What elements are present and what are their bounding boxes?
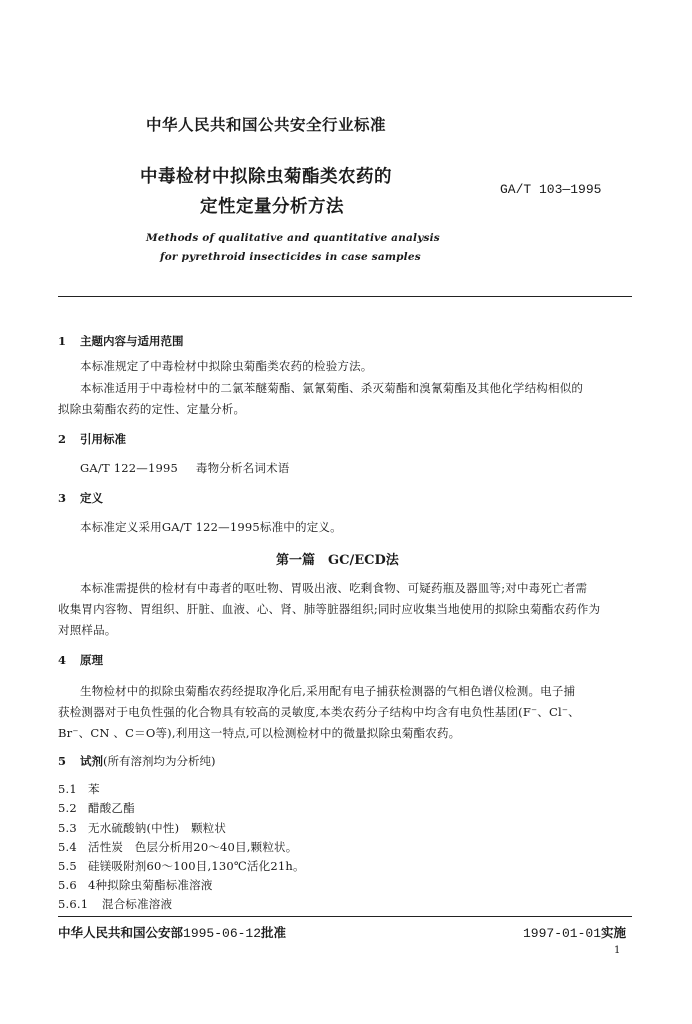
item-number: 5.3 <box>58 821 77 835</box>
section-number: 4 <box>58 653 67 667</box>
effective-statement <box>523 923 626 941</box>
header-divider <box>58 296 632 297</box>
approval-label: 批准 <box>261 925 287 940</box>
standard-number: GA/T 103—1995 <box>500 182 602 197</box>
section-title: 主题内容与适用范围 <box>80 334 184 348</box>
item-number: 5.6.1 <box>58 897 89 911</box>
english-title-line1: Methods of qualitative and quantitative analysis <box>146 232 440 244</box>
approval-date: 1995-06-12 <box>183 926 262 941</box>
item-text: 活性炭 色层分析用20～40目,颗粒状。 <box>88 840 298 854</box>
approval-org: 中华人民共和国公安部 <box>58 925 184 940</box>
section-1-heading <box>58 333 184 349</box>
list-item <box>58 896 172 912</box>
section-title-note: (所有溶剂均为分析纯) <box>103 754 216 768</box>
paragraph: 本标准适用于中毒检材中的二氯苯醚菊酯、氯氰菊酯、杀灭菊酯和溴氰菊酯及其他化学结构相似的 <box>80 381 584 395</box>
section-2-heading <box>58 431 126 447</box>
paragraph: 收集胃内容物、胃组织、肝脏、血液、心、肾、肺等脏器组织;同时应收集当地使用的拟除虫菊酯农药作为 <box>58 602 601 616</box>
item-text: 无水硫酸钠(中性) 颗粒状 <box>88 821 227 835</box>
section-5-heading <box>58 753 215 769</box>
page-number: 1 <box>614 945 621 956</box>
effective-label: 实施 <box>601 925 627 940</box>
reference-name: 毒物分析名词术语 <box>195 461 290 475</box>
item-text: 醋酸乙酯 <box>88 801 135 815</box>
approval-statement <box>58 923 286 941</box>
list-item <box>58 781 100 797</box>
paragraph: 拟除虫菊酯农药的定性、定量分析。 <box>58 402 246 416</box>
document-title-line2: 定性定量分析方法 <box>200 197 344 217</box>
section-title: 引用标准 <box>80 432 126 446</box>
list-item <box>58 877 213 893</box>
item-text: 混合标准溶液 <box>102 897 173 911</box>
footer-divider <box>58 916 632 917</box>
list-item <box>58 858 305 874</box>
item-text: 苯 <box>88 782 100 796</box>
section-4-heading <box>58 652 103 668</box>
section-number: 3 <box>58 491 67 505</box>
paragraph: 本标准规定了中毒检材中拟除虫菊酯类农药的检验方法。 <box>80 359 373 373</box>
section-title: 原理 <box>80 653 103 667</box>
reference-code: GA/T 122—1995 <box>80 461 179 475</box>
item-number: 5.1 <box>58 782 77 796</box>
part-title: 第一篇 GC/ECD法 <box>276 553 399 568</box>
reference-standard <box>80 460 289 476</box>
list-item <box>58 820 226 836</box>
section-title: 定义 <box>80 491 103 505</box>
paragraph: 本标准定义采用GA/T 122—1995标准中的定义。 <box>80 520 342 534</box>
item-text: 4种拟除虫菊酯标准溶液 <box>88 878 213 892</box>
section-number: 2 <box>58 432 67 446</box>
paragraph: 生物检材中的拟除虫菊酯农药经提取净化后,采用配有电子捕获检测器的气相色谱仪检测。电子捕 <box>80 684 576 698</box>
item-number: 5.6 <box>58 878 77 892</box>
paragraph: 本标准需提供的检材有中毒者的呕吐物、胃吸出液、吃剩食物、可疑药瓶及器皿等;对中毒死亡者需 <box>80 581 588 595</box>
effective-date: 1997-01-01 <box>523 926 602 941</box>
item-text: 硅镁吸附剂60～100目,130℃活化21h。 <box>88 859 305 873</box>
list-item <box>58 800 135 816</box>
paragraph: 获检测器对于电负性强的化合物具有较高的灵敏度,本类农药分子结构中均含有电负性基团(F⁻、Cl⁻、 <box>58 705 580 719</box>
section-number: 5 <box>58 754 67 768</box>
section-3-heading <box>58 490 103 506</box>
paragraph: Br⁻、CN 、C＝O等),利用这一特点,可以检测检材中的微量拟除虫菊酯农药。 <box>58 726 461 740</box>
section-title: 试剂 <box>80 754 103 768</box>
section-number: 1 <box>58 334 67 348</box>
list-item <box>58 839 297 855</box>
paragraph: 对照样品。 <box>58 623 117 637</box>
document-title-line1: 中毒检材中拟除虫菊酯类农药的 <box>140 167 392 187</box>
item-number: 5.2 <box>58 801 77 815</box>
item-number: 5.4 <box>58 840 77 854</box>
item-number: 5.5 <box>58 859 77 873</box>
issuing-agency: 中华人民共和国公共安全行业标准 <box>146 116 387 134</box>
english-title-line2: for pyrethroid insecticides in case samples <box>160 251 421 263</box>
